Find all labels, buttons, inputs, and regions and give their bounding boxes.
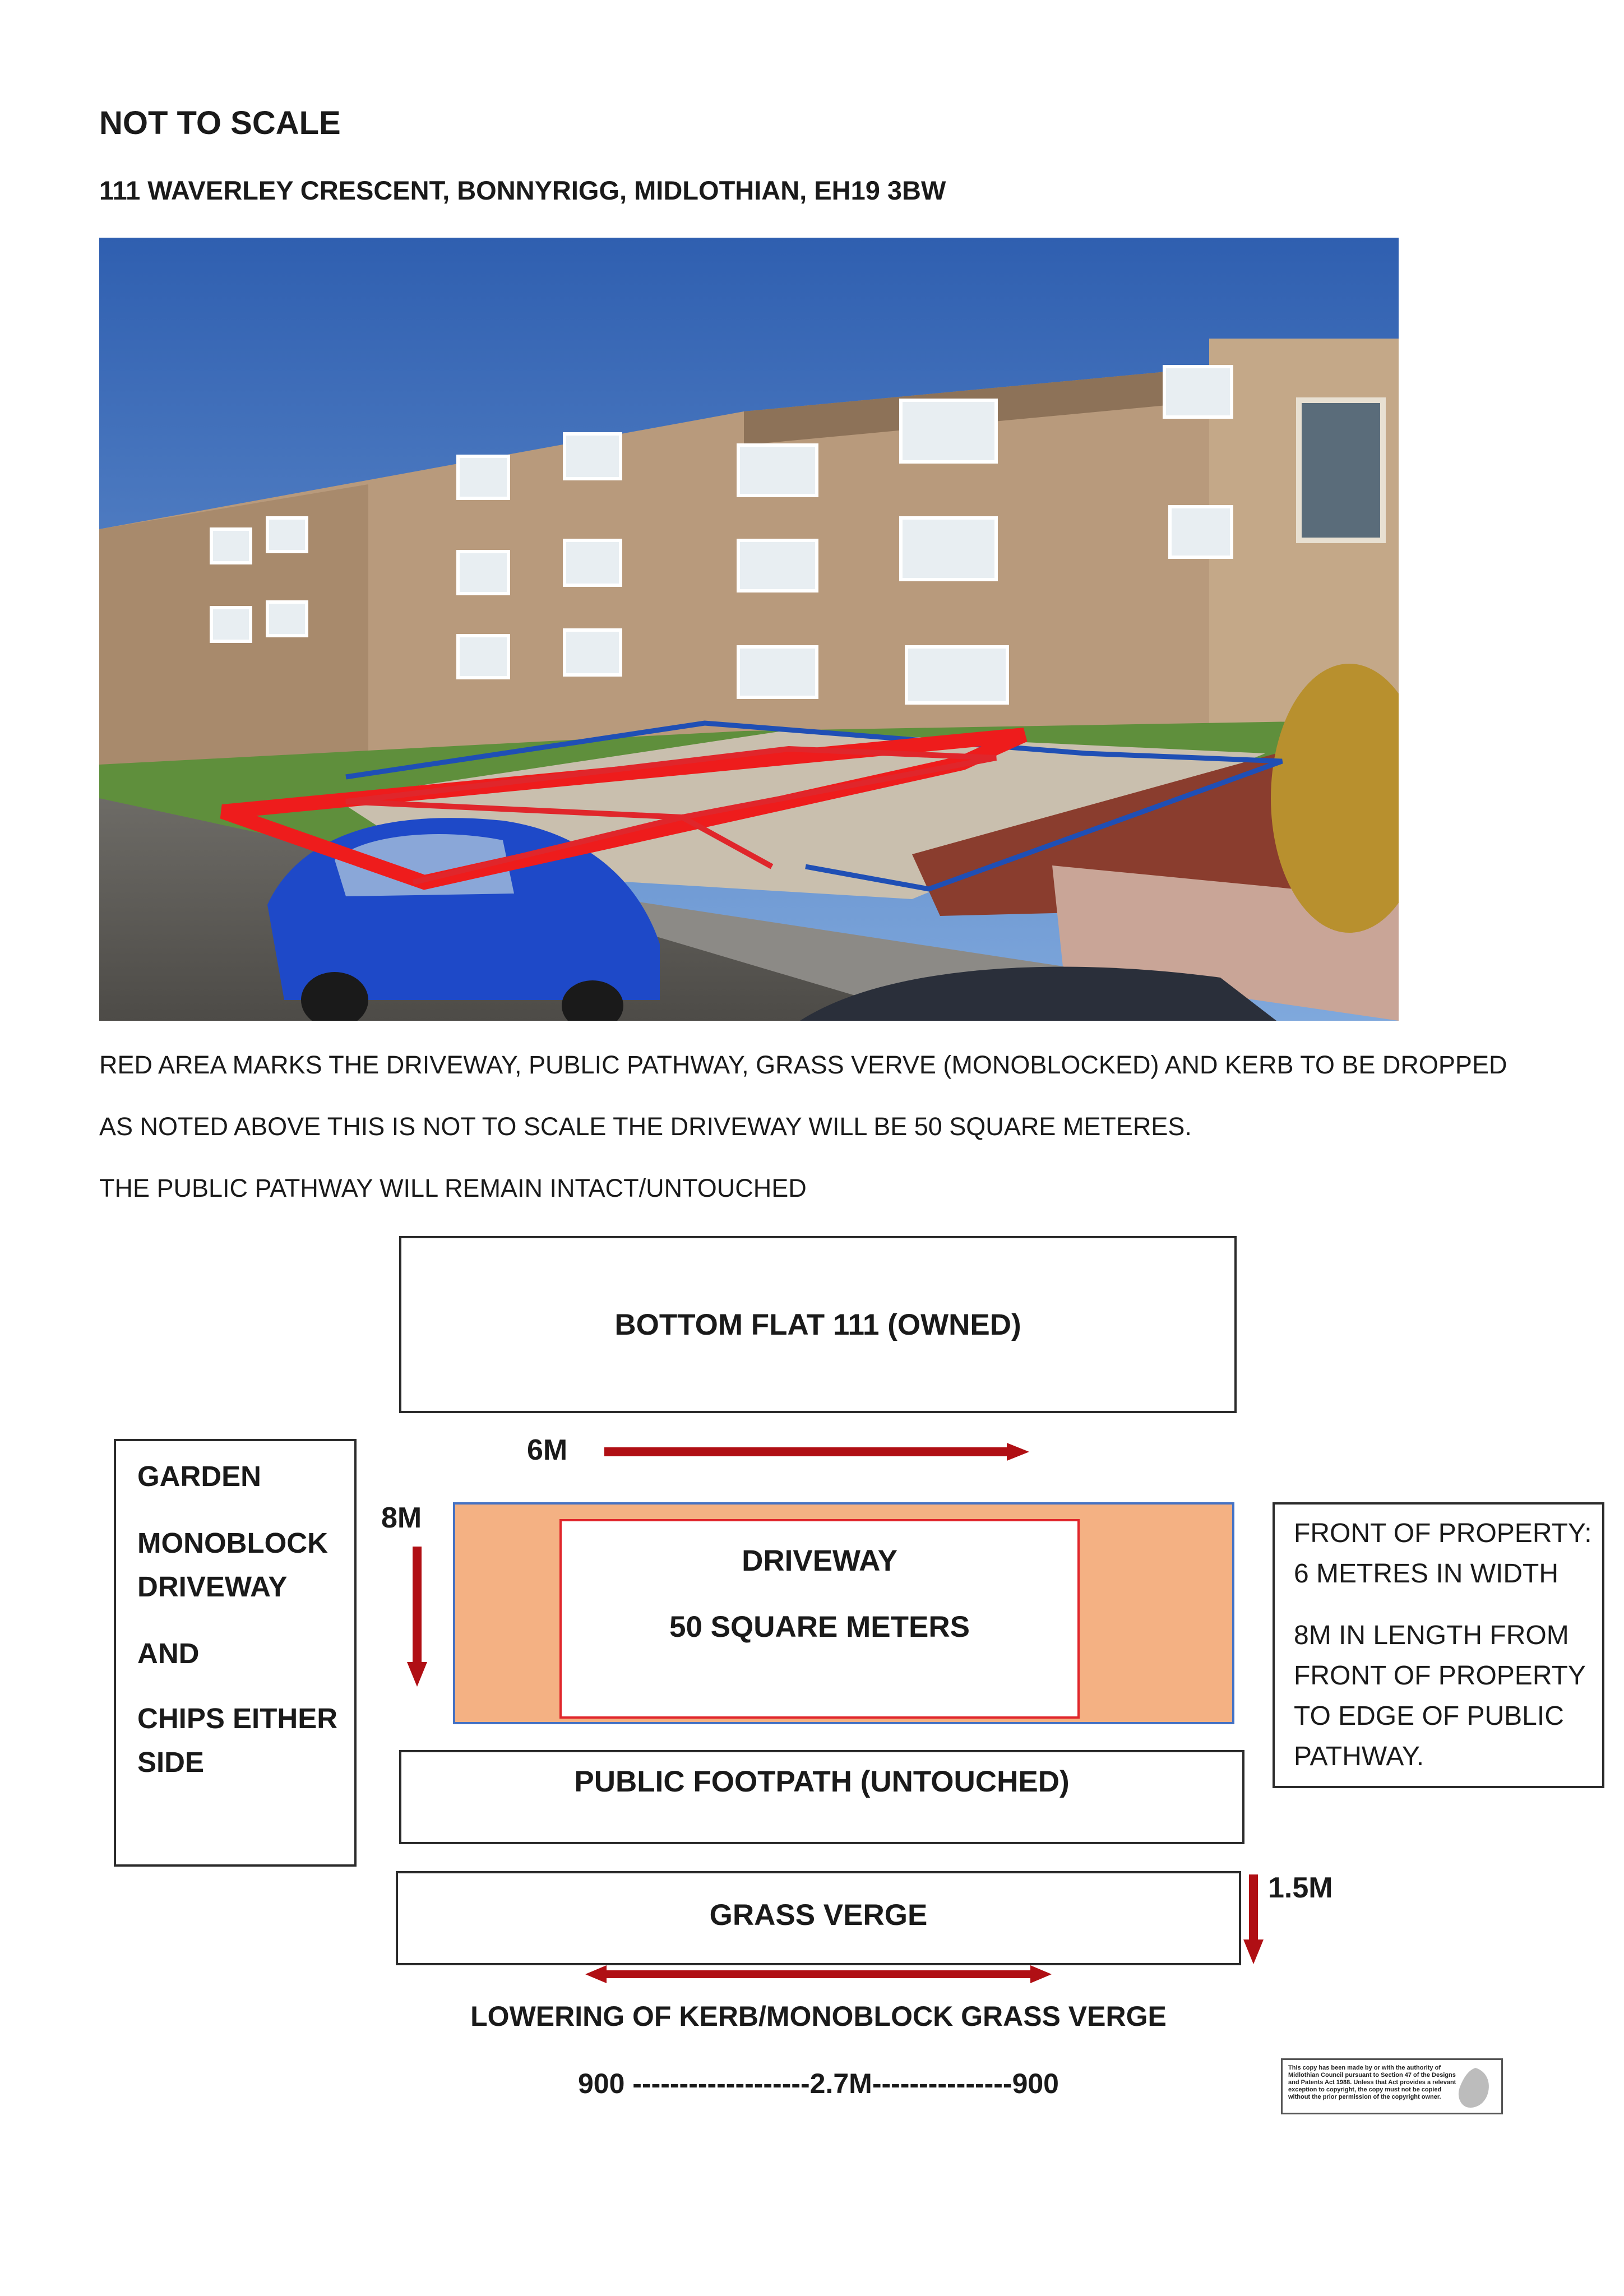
front-line-2: 6 METRES IN WIDTH — [1294, 1559, 1559, 1589]
chips-label: CHIPS EITHER — [137, 1702, 338, 1734]
bottom-flat-box — [399, 1236, 1237, 1413]
side-label: SIDE — [137, 1746, 205, 1778]
front-of-property-box — [1273, 1502, 1604, 1788]
monoblock-label: MONOBLOCK — [137, 1527, 328, 1559]
street-view-photo — [99, 238, 1399, 1021]
public-footpath-label: PUBLIC FOOTPATH (UNTOUCHED) — [574, 1765, 1070, 1798]
verge-dimension-label: 1.5M — [1268, 1872, 1333, 1904]
copyright-stamp-text: This copy has been made by or with the authority of Midlothian Council pursuant to Section 47 of the Designs and Patents Act 1988. Unless that Act provides a relevant exception to copyright, the copy must not be copied without the prior permission of the copyright owner. — [1288, 2064, 1456, 2100]
copyright-stamp — [1281, 2058, 1503, 2114]
public-footpath-box — [399, 1750, 1244, 1844]
council-emblem-icon — [1454, 2066, 1493, 2110]
front-line-6: PATHWAY. — [1294, 1742, 1424, 1771]
front-line-5: TO EDGE OF PUBLIC — [1294, 1701, 1564, 1731]
grass-verge-box — [396, 1871, 1241, 1965]
note-red-area: RED AREA MARKS THE DRIVEWAY, PUBLIC PATHWAY, GRASS VERVE (MONOBLOCKED) AND KERB TO BE DROPPED — [99, 1050, 1507, 1079]
verge-arrow-icon — [1241, 1872, 1266, 1968]
bottom-flat-label: BOTTOM FLAT 111 (OWNED) — [614, 1308, 1021, 1341]
driveway-label: DRIVEWAY — [742, 1544, 897, 1577]
note-pathway: THE PUBLIC PATHWAY WILL REMAIN INTACT/UNTOUCHED — [99, 1174, 807, 1202]
note-not-to-scale: AS NOTED ABOVE THIS IS NOT TO SCALE THE DRIVEWAY WILL BE 50 SQUARE METERES. — [99, 1112, 1192, 1141]
address: 111 WAVERLEY CRESCENT, BONNYRIGG, MIDLOTHIAN, EH19 3BW — [99, 175, 946, 205]
front-line-1: FRONT OF PROPERTY: — [1294, 1519, 1592, 1548]
length-dimension-label: 8M — [381, 1502, 422, 1534]
kerb-dimensions: 900 -------------------2.7M---------------900 — [577, 2068, 1059, 2099]
driveway-area — [453, 1502, 1234, 1724]
garden-box — [114, 1439, 357, 1867]
length-arrow-icon — [405, 1544, 429, 1690]
page-title: NOT TO SCALE — [99, 105, 341, 141]
kerb-double-arrow-icon — [583, 1963, 1054, 1985]
front-line-3: 8M IN LENGTH FROM — [1294, 1621, 1569, 1650]
driveway-word-label: DRIVEWAY — [137, 1571, 288, 1603]
kerb-label: LOWERING OF KERB/MONOBLOCK GRASS VERGE — [470, 2001, 1167, 2032]
width-dimension-label: 6M — [527, 1434, 568, 1466]
driveway-area-label: 50 SQUARE METERS — [669, 1610, 970, 1644]
grass-verge-label: GRASS VERGE — [709, 1899, 928, 1932]
driveway-inner-box — [559, 1519, 1080, 1719]
and-label: AND — [137, 1637, 200, 1669]
front-line-4: FRONT OF PROPERTY — [1294, 1661, 1586, 1691]
width-arrow-icon — [600, 1441, 1031, 1463]
garden-label: GARDEN — [137, 1460, 262, 1492]
